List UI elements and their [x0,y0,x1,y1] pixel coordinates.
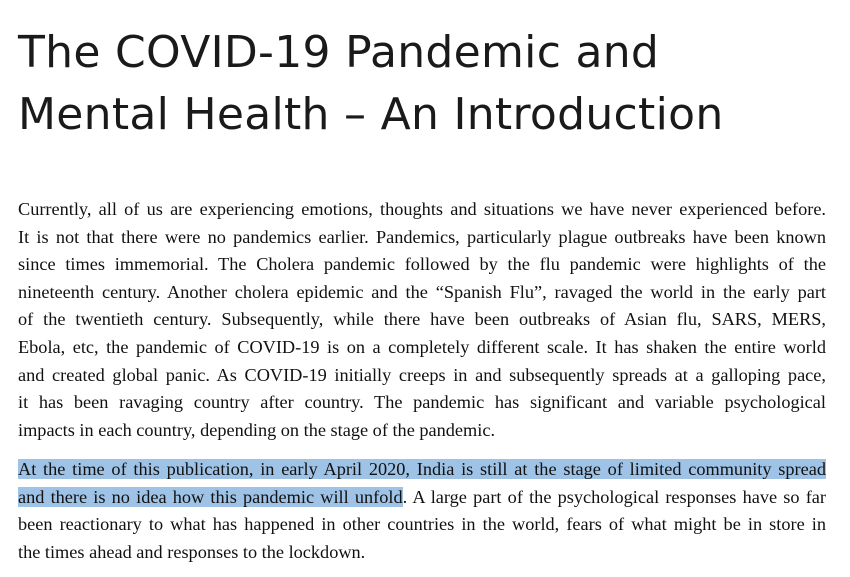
paragraph-1-line-6: Ebola, etc, the pandemic of COVID-19 is on a completely different scale. It has shaken the entire world [18,336,826,357]
paragraph-1-line-3: since times immemorial. The Cholera pandemic followed by the flu pandemic were highlights of the [18,254,826,275]
paragraph-1-line-4: nineteenth century. Another cholera epidemic and the “Spanish Flu”, ravaged the world in the early part [18,281,826,302]
paragraph-1-line-5: of the twentieth century. Subsequently, while there have been outbreaks of Asian flu, SARS, MERS, [18,309,826,330]
paragraph-1-line-2: It is not that there were no pandemics earlier. Pandemics, particularly plague outbreaks have been known [18,226,826,247]
paragraph-1-line-8: it has been ravaging country after country. The pandemic has significant and variable psychological [18,392,826,413]
chapter-title [18,22,724,146]
paragraph-2-line-4: the times ahead and responses to the lockdown. [18,541,366,562]
paragraph-1 [18,196,826,444]
highlighted-text-1[interactable]: At the time of this publication, in early April 2020, India is still at the stage of limited community spread [18,459,826,479]
paragraph-1-line-1: Currently, all of us are experiencing emotions, thoughts and situations we have never experienced before. [18,199,826,219]
highlighted-text-2[interactable]: and there is no idea how this pandemic will unfold [18,486,403,507]
paragraph-2-line-2 [18,484,826,512]
paragraph-2-line-1 [18,456,826,484]
paragraph-2 [18,456,826,566]
paragraph-2-line-3: been reactionary to what has happened in other countries in the world, fears of what might be in store in [18,514,826,535]
chapter-title-line-1: The COVID-19 Pandemic and [18,27,660,78]
paragraph-1-line-7: and created global panic. As COVID-19 initially creeps in and subsequently spreads at a galloping pace, [18,364,826,385]
chapter-title-line-2: Mental Health – An Introduction [18,89,724,140]
paragraph-2-line-2-rest: . A large part of the psychological responses have so far [402,486,826,507]
paragraph-1-line-9: impacts in each country, depending on the stage of the pandemic. [18,419,496,440]
